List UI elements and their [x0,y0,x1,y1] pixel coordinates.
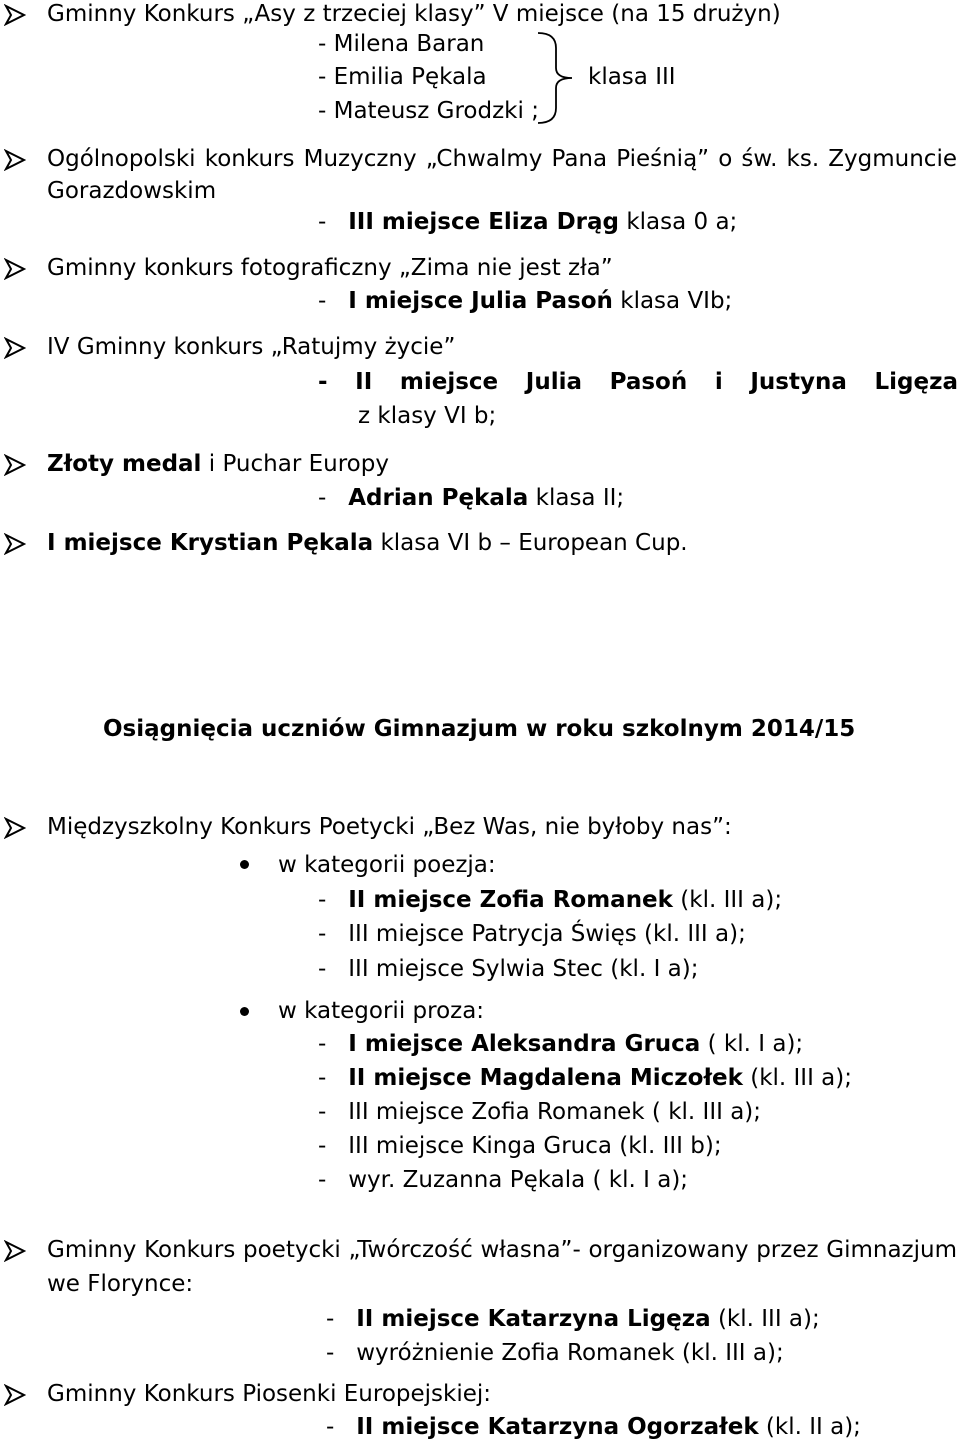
dash: - [318,288,327,314]
award-class: III miejsce Patrycja Święs (kl. III a); [348,921,746,947]
section-heading: Osiągnięcia uczniów Gimnazjum w roku szkolnym 2014/15 [103,716,856,742]
dash: - [318,1031,327,1057]
award-entry [318,920,746,948]
round-bullet-icon [240,860,249,869]
class-label: klasa III [588,64,676,90]
award-entry [318,1030,803,1058]
student-name: - Emilia Pękala [318,64,487,90]
list-item: Gminny konkurs fotograficzny „Zima nie jest zła” [47,255,613,281]
dash: - [318,921,327,947]
list-item [47,529,688,557]
award-entry [318,955,698,983]
award-class: klasa II; [528,485,625,511]
award-entry [318,1064,852,1092]
award-winner: II miejsce Magdalena Miczołek [348,1065,743,1091]
student-name: - Milena Baran [318,31,485,57]
arrow-bullet-icon [4,258,26,280]
dash: - [326,1306,335,1332]
category-label: w kategorii poezja: [278,852,496,878]
award-entry [318,287,732,315]
award-class: wyr. Zuzanna Pękala ( kl. I a); [348,1167,689,1193]
award-winner: I miejsce Aleksandra Gruca [348,1031,701,1057]
dash: - [318,956,327,982]
dash: - [318,1065,327,1091]
award-entry [326,1339,784,1367]
dash: - [318,887,327,913]
award-winner: II miejsce Zofia Romanek [348,887,673,913]
dash: - [326,1414,335,1440]
category-label: w kategorii proza: [278,998,485,1024]
award-desc: i Puchar Europy [201,451,389,477]
list-item-continued: Gorazdowskim [47,178,217,204]
brace-icon [536,30,576,126]
arrow-bullet-icon [4,4,26,26]
award-entry [318,484,624,512]
award-entry [318,1132,722,1160]
award-class: wyróżnienie Zofia Romanek (kl. III a); [356,1340,784,1366]
award-class: III miejsce Sylwia Stec (kl. I a); [348,956,699,982]
award-winner: I miejsce Julia Pasoń [348,288,613,314]
award-entry [318,886,782,914]
award-class: z klasy VI b; [358,403,497,429]
list-item-continued: we Florynce: [47,1271,194,1297]
list-item [47,450,389,478]
award-winner: II miejsce Katarzyna Ligęza [356,1306,711,1332]
arrow-bullet-icon [4,817,26,839]
round-bullet-icon [240,1007,249,1016]
dash: - [318,1133,327,1159]
award-class: (kl. III a); [742,1065,852,1091]
award-entry [318,1098,761,1126]
list-item: Gminny Konkurs „Asy z trzeciej klasy” V miejsce (na 15 drużyn) [47,1,781,27]
award-entry [326,1413,861,1441]
dash: - [326,1340,335,1366]
award-class: (kl. III a); [672,887,783,913]
list-item: Gminny Konkurs poetycki „Twórczość własna”- organizowany przez Gimnazjum [47,1237,957,1263]
award-entry [318,208,737,236]
arrow-bullet-icon [4,1384,26,1406]
award-class: (kl. III a); [710,1306,820,1332]
award-class: (kl. II a); [758,1414,861,1440]
arrow-bullet-icon [4,337,26,359]
list-item: Gminny Konkurs Piosenki Europejskiej: [47,1381,492,1407]
award-class: III miejsce Kinga Gruca (kl. III b); [348,1133,722,1159]
award-class: III miejsce Zofia Romanek ( kl. III a); [348,1099,762,1125]
list-item: Międzyszkolny Konkurs Poetycki „Bez Was, nie byłoby nas”: [47,814,732,840]
award-class: ( kl. I a); [700,1031,804,1057]
award-winner: III miejsce Eliza Drąg [348,209,620,235]
arrow-bullet-icon [4,1240,26,1262]
award-entry [326,1305,820,1333]
award-class: klasa 0 a; [619,209,738,235]
arrow-bullet-icon [4,533,26,555]
dash: - [318,1099,327,1125]
dash: - [318,485,327,511]
award-winner: II miejsce Katarzyna Ogorzałek [356,1414,759,1440]
arrow-bullet-icon [4,454,26,476]
award-winner: Adrian Pękala [348,485,529,511]
award-entry [318,1166,688,1194]
dash: - [318,1167,327,1193]
student-name: - Mateusz Grodzki ; [318,98,539,124]
dash: - [318,209,327,235]
award-winner: I miejsce Krystian Pękala [47,530,374,556]
award-title: Złoty medal [47,451,202,477]
award-entry: - II miejsce Julia Pasoń i Justyna Ligęza [318,369,958,395]
list-item: Ogólnopolski konkurs Muzyczny „Chwalmy Pana Pieśnią” o św. ks. Zygmuncie [47,146,957,172]
award-class: klasa VIb; [612,288,733,314]
list-item: IV Gminny konkurs „Ratujmy życie” [47,334,456,360]
arrow-bullet-icon [4,149,26,171]
award-desc: klasa VI b – European Cup. [373,530,688,556]
